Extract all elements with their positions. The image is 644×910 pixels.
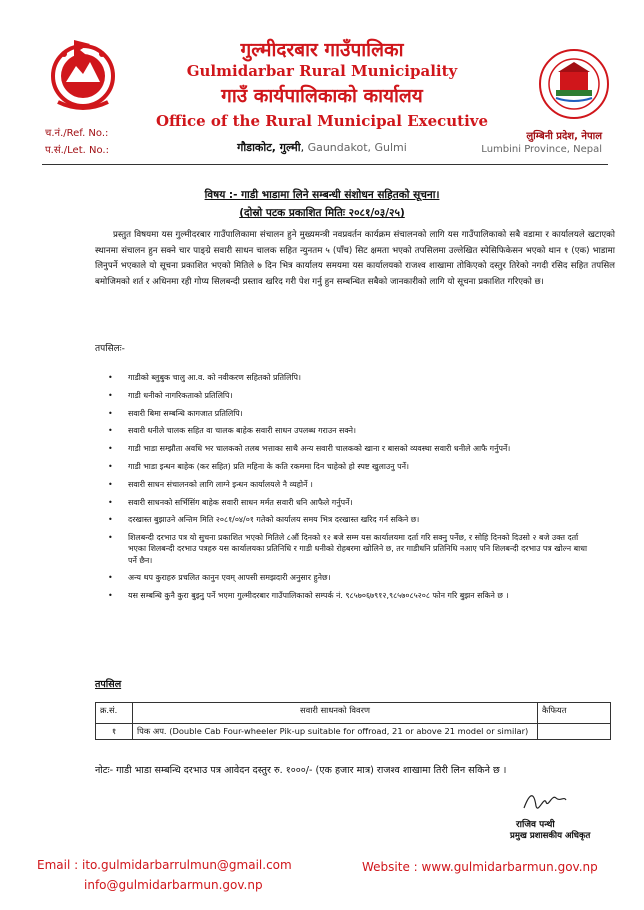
body-paragraph: प्रस्तुत विषयमा यस गुल्मीदरबार गाउँपालिकामा संचालन हुने मुख्यमन्त्री नवप्रवर्तन कार्यक्रम संचालनको लागि यस गाउँपालिकाको सबै वडामा र कार्यालयले खटाएको स्थानमा संचालन हुन सक्ने चार पाङ्ग्रे सवारी साधन चालक सहित न्युनतम ५ (पाँच) सिट क्षमता भएको तपसिलमा उल्लेखित स्पेसिफिकेसन भएको थान १ (एक) भाडामा लिनुपर्ने भएकाले यो सूचना प्रकाशित भएको मितिले ७ दिन भित्र कार्यालय समयमा यस कार्यालयको राजश्व शाखामा तोकिएको दस्तुर तिरेको नगदी रसिद सहित तपसिल बमोजिमको शर्त र अधिनमा रही गोप्य सिलबन्दी प्रस्ताव खरिद गरी पेश गर्नु हुन सम्बन्धित सबैको जानकारीको लागि यो सूचना प्रकाशित गरिएको छ। — [95, 230, 615, 287]
email-link-2[interactable]: info@gulmidarbarmun.gov.np — [84, 878, 263, 892]
subject-date-line: (दोस्रो पटक प्रकाशित मितिः २०८१/०३/२५) — [239, 207, 405, 219]
province-nepali: लुम्बिनी प्रदेश, नेपाल — [526, 131, 602, 142]
signatory-title: प्रमुख प्रशासकीय अधिकृत — [510, 831, 591, 841]
tapsil-label: तपसिलः- — [95, 344, 125, 354]
cell-sn: १ — [96, 724, 133, 740]
vehicle-table — [95, 702, 611, 740]
cell-desc — [133, 724, 538, 740]
col-header-desc: सवारी साधनको विवरण — [133, 703, 538, 724]
website-label: Website : — [362, 860, 418, 874]
table-row — [96, 724, 611, 740]
cell-remark — [538, 724, 611, 740]
list-item: • गाडीको ब्लुबुक चालु आ.व. को नवीकरण सहितको प्रतिलिपि। — [108, 373, 301, 382]
list-item: • गाडी धनीको नागरिकताको प्रतिलिपि। — [108, 390, 233, 400]
col-header-remark: कैफियत — [538, 703, 611, 724]
subject-line: विषय :- गाडी भाडामा लिने सम्बन्धी संशोधन सहितको सूचना। — [204, 189, 440, 201]
conditions-list — [108, 372, 593, 608]
letter-no-label: प.सं./Let. No.: — [45, 145, 109, 156]
office-name-english: Office of the Rural Municipal Executive — [155, 112, 489, 130]
ref-no-label: च.नं./Ref. No.: — [45, 128, 109, 139]
municipality-name-english: Gulmidarbar Rural Municipality — [186, 62, 458, 80]
email-label: Email : — [37, 858, 79, 872]
table-header-row — [96, 703, 611, 724]
office-name-nepali: गाउँ कार्यपालिकाको कार्यालय — [221, 85, 423, 107]
list-item: • गाडी भाडा इन्धन बाहेक (कर सहित) प्रति महिना के कति रकममा दिन चाहेको हो स्पष्ट खुलाउनु पर्ने। — [108, 461, 409, 471]
cell-desc-nepali: पिक अप. — [137, 726, 167, 736]
province-english: Lumbini Province, Nepal — [481, 144, 602, 155]
list-item: • यस सम्बन्धि कुनै कुरा बुझ्नु पर्ने भएमा गुल्मीदरबार गाउँपालिकाको सम्पर्क नं. ९८५७०६७९१२,९८५७०८५२०८ फोन गरि बुझन सकिने छ । — [108, 591, 509, 601]
list-item: • गाडी भाडा सम्झौता अवधि भर चालकको तलब भत्ताका साथै अन्य सवारी चालकको खाना र बासको व्यवस्था सवारी धनीले आफै गर्नुपर्ने। — [108, 444, 511, 454]
list-item: • सवारी बिमा सम्बन्धि कागजात प्रतिलिपि। — [108, 408, 243, 418]
list-item: • सवारी धनीले चालक सहित वा चालक बाहेक सवारी साधन उपलब्ध गराउन सक्ने। — [108, 426, 357, 436]
note-text: नोटः- गाडी भाडा सम्बन्धि दरभाउ पत्र आवेदन दस्तुर रु. १०००/- (एक हजार मात्र) राजश्व शाखामा तिरी लिन सकिने छ । — [95, 765, 507, 776]
list-item: • शिलबन्दी दरभाउ पत्र यो सुचना प्रकाशित भएको मितिले ८औं दिनको १२ बजे सम्म यस कार्यालयमा दर्ता गरि सक्नु पर्नेछ, र सोहि दिनको दिउसो २ बजे उक्त दर्ता भएका शिलबन्दी दरभाउ पत्रहरु यस कार्यालयका प्रतिनिधि र गाडी धनीको रोहबरमा खोलिने छ, तर गाडीधनि प्रतिनिधि नआए पनि शिलबन्दी दरभाउ पत्र खोल्न बाधा पर्ने छैन। — [108, 533, 588, 565]
list-item: • सवारी साधन संचालनको लागि लाग्ने इन्धन कार्यालयले नै व्यहोर्ने । — [108, 479, 313, 489]
signatory-name: राजिव पन्थी — [516, 820, 555, 830]
list-item: • अन्य थप कुराहरु प्रचलित कानुन एवम् आपसी समझदारी अनुसार हुनेछ। — [108, 573, 331, 583]
col-header-sn: क्र.सं. — [96, 703, 133, 724]
header-divider — [42, 164, 608, 165]
footer-website — [362, 860, 598, 874]
municipality-name-nepali: गुल्मीदरबार गाउँपालिका — [240, 39, 404, 61]
cell-desc-english: (Double Cab Four-wheeler Pik-up suitable for offroad, 21 or above 21 model or similar) — [169, 726, 529, 736]
footer-email-line1 — [37, 858, 292, 872]
list-item: • दरखास्त बुझाउने अन्तिम मिति २०८१/०४/०१ गतेको कार्यालय समय भित्र दरखास्त खरिद गर्न सकिने छ। — [108, 515, 420, 525]
email-link-1[interactable]: ito.gulmidarbarrulmun@gmail.com — [81, 858, 292, 872]
signature-image — [520, 788, 570, 816]
address-nepali: गौडाकोट, गुल्मी — [237, 141, 301, 154]
address: गौडाकोट, गुल्मी, Gaundakot, Gulmi — [237, 141, 407, 154]
website-link[interactable]: www.gulmidarbarmun.gov.np — [421, 860, 598, 874]
tapsil-table-label: तपसिल — [95, 679, 122, 690]
list-item: • सवारी साधनको सर्भिसिंग बाहेक सवारी साधन मर्मत सवारी धनि आफैले गर्नुपर्ने। — [108, 497, 353, 507]
address-english: Gaundakot, Gulmi — [307, 141, 407, 154]
